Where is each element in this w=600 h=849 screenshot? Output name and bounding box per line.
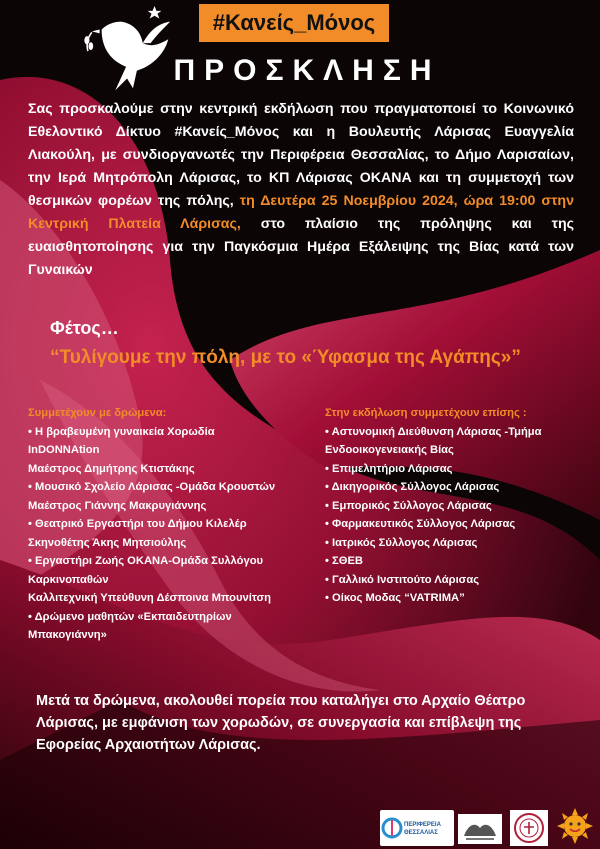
list-item: • Μουσικό Σχολείο Λάρισας -Ομάδα Κρουστών (28, 481, 276, 493)
region-thessaly-logo (380, 810, 454, 846)
list-item: • Θεατρικό Εργαστήρι του Δήμου Κιλελέρ (28, 518, 247, 530)
list-item: Μαέστρος Δημήτρης Κτιστάκης (28, 462, 195, 475)
invitation-text-part1: Σας προσκαλούμε στην κεντρική εκδήλωση που πραγματοποιεί το Κοινωνικό Εθελοντικό Δίκτυο #Κανείς_Μόνος και η Βουλευτής Λάρισας Ευαγγελία Λιακούλη, με συνδιοργανωτές την Περιφέρεια Θεσσαλίας, το Δήμο Λαρισαίων, την Ιερά Μητρόπολη Λάρισας, το ΚΠ Λάρισας ΟΚΑΝΑ και τη συμμετοχή των θεσμικών φορέων της πόλης, (28, 101, 574, 209)
list-item: InDONNAtion (28, 444, 100, 456)
region-logo-text-1: ΠΕΡΙΦΕΡΕΙΑ (404, 822, 441, 828)
list-item: • Φαρμακευτικός Σύλλογος Λάρισας (325, 518, 516, 530)
year-line: Φέτος… (50, 318, 119, 338)
hashtag-text: #Κανείς_Μόνος (212, 10, 376, 35)
list-item: • Γαλλικό Ινστιτούτο Λάρισας (325, 573, 480, 586)
list-item: Μπακογιάννη» (28, 629, 107, 641)
dove-logo-icon (82, 0, 180, 104)
list-item: • Οίκος Μοδας “VATRIMA” (325, 592, 465, 604)
list-item: Καλλιτεχνική Υπεύθυνη Δέσποινα Μπουνίτση (28, 592, 272, 604)
list-item: • Εργαστήρι Ζωής ΟΚΑΝΑ-Ομάδα Συλλόγου (28, 555, 264, 567)
participants-heading: Στην εκδήλωση συμμετέχουν επίσης : (325, 407, 527, 419)
hashtag-banner (199, 4, 389, 42)
list-item: • Αστυνομική Διεύθυνση Λάρισας -Τμήμα (325, 425, 542, 438)
list-item: • ΣΘΕΒ (325, 555, 363, 567)
invitation-text (28, 98, 574, 282)
list-item: • Η βραβευμένη γυναικεία Χορωδία (28, 425, 215, 438)
event-date-location: τη Δευτέρα 25 Νοεμβρίου 2024, ώρα 19:00 στην Κεντρική Πλατεία Λάρισας, (28, 193, 574, 232)
list-item: Σκηνοθέτης Άκης Μητσιούλης (28, 536, 187, 549)
metropolis-seal-logo (510, 810, 548, 846)
list-item: Ενδοοικογενειακής Βίας (325, 444, 454, 456)
participants-column (325, 404, 597, 608)
closing-text: Μετά τα δρώμενα, ακολουθεί πορεία που καταλήγει στο Αρχαίο Θέατρο Λάρισας, με εμφάνιση των χορωδών, σε συνεργασία και επίβλεψη της Εφορείας Αρχαιοτήτων Λάρισας. (36, 693, 526, 753)
list-item: • Επιμελητήριο Λάρισας (325, 462, 453, 475)
performances-heading: Συμμετέχουν με δρώμενα: (28, 407, 167, 419)
list-item: • Ιατρικός Σύλλογος Λάρισας (325, 536, 478, 549)
list-item: Μαέστρος Γιάννης Μακρυγιάννης (28, 499, 207, 512)
sun-mascot-logo (554, 806, 596, 846)
list-item: Καρκινοπαθών (28, 573, 109, 586)
invitation-text-part2: στο πλαίσιο της πρόληψης και της ευαισθητοποίησης για την Παγκόσμια Ημέρα Εξάλειψης της Βίας κατά των Γυναικών (28, 216, 574, 278)
page-title: ΠΡΟΣΚΛΗΣΗ (173, 54, 441, 87)
municipal-emblem-logo (458, 814, 502, 844)
event-slogan: “Τυλίγουμε την πόλη, με το «Ύφασμα της Αγάπης»” (50, 347, 521, 368)
region-logo-text-2: ΘΕΣΣΑΛΙΑΣ (404, 830, 438, 836)
list-item: • Δικηγορικός Σύλλογος Λάρισας (325, 481, 500, 493)
list-item: • Δρώμενο μαθητών «Εκπαιδευτηρίων (28, 610, 232, 623)
performances-column (28, 404, 328, 645)
list-item: • Εμπορικός Σύλλογος Λάρισας (325, 499, 492, 512)
